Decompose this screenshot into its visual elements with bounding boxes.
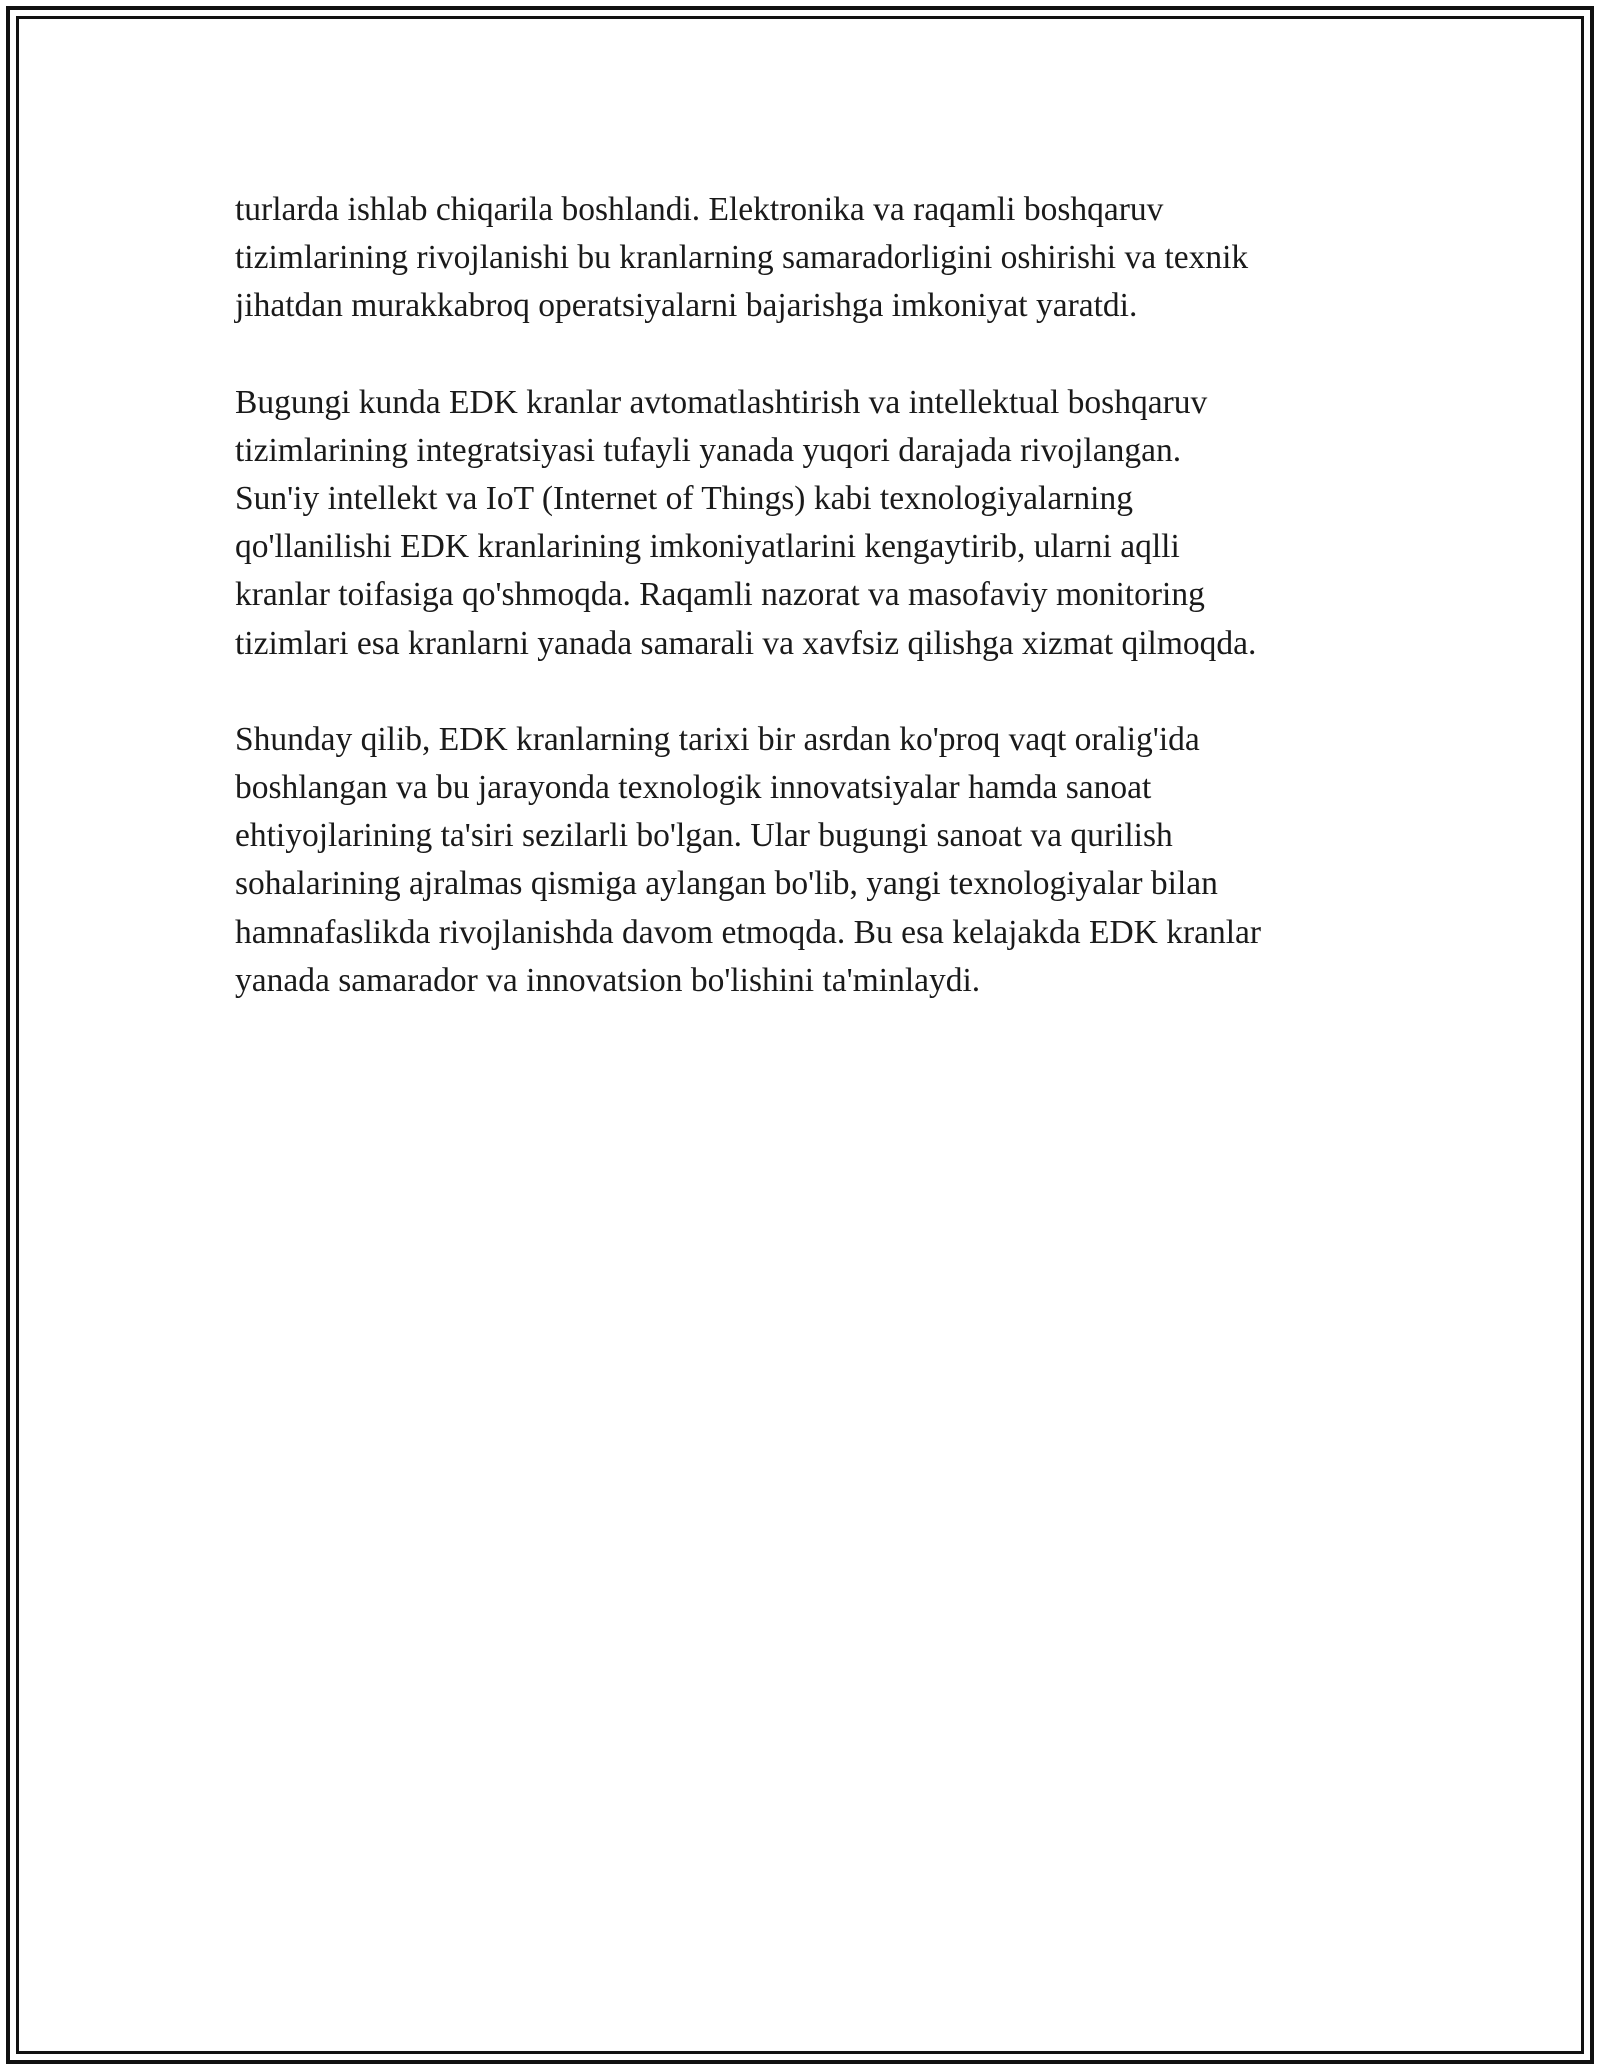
paragraph-2 bbox=[235, 379, 1385, 668]
text-line: yanada samarador va innovatsion bo'lishini ta'minlaydi. bbox=[235, 961, 981, 999]
text-line: sohalarining ajralmas qismiga aylangan bo'lib, yangi texnologiyalar bilan bbox=[235, 865, 1218, 903]
text-line: Bugungi kunda EDK kranlar avtomatlashtirish va intellektual boshqaruv bbox=[235, 383, 1208, 421]
text-line: jihatdan murakkabroq operatsiyalarni bajarishga imkoniyat yaratdi. bbox=[235, 287, 1138, 325]
text-line: Shunday qilib, EDK kranlarning tarixi bir asrdan ko'proq vaqt oralig'ida bbox=[235, 720, 1200, 758]
text-line: tizimlarining integratsiyasi tufayli yanada yuqori darajada rivojlangan. bbox=[235, 431, 1182, 469]
paragraph-3 bbox=[235, 716, 1385, 1005]
text-line: Sun'iy intellekt va IoT (Internet of Things) kabi texnologiyalarning bbox=[235, 480, 1133, 518]
text-line: kranlar toifasiga qo'shmoqda. Raqamli nazorat va masofaviy monitoring bbox=[235, 576, 1205, 614]
document-body bbox=[235, 186, 1385, 1053]
text-line: tizimlarining rivojlanishi bu kranlarning samaradorligini oshirishi va texnik bbox=[235, 239, 1249, 277]
text-line: hamnafaslikda rivojlanishda davom etmoqda. Bu esa kelajakda EDK kranlar bbox=[235, 913, 1262, 951]
paragraph-1 bbox=[235, 186, 1385, 331]
text-line: turlarda ishlab chiqarila boshlandi. Elektronika va raqamli boshqaruv bbox=[235, 191, 1164, 228]
text-line: tizimlari esa kranlarni yanada samarali va xavfsiz qilishga xizmat qilmoqda. bbox=[235, 624, 1257, 662]
text-line: ehtiyojlarining ta'siri sezilarli bo'lgan. Ular bugungi sanoat va qurilish bbox=[235, 817, 1173, 855]
text-line: boshlangan va bu jarayonda texnologik innovatsiyalar hamda sanoat bbox=[235, 769, 1152, 807]
text-line: qo'llanilishi EDK kranlarining imkoniyatlarini kengaytirib, ularni aqlli bbox=[235, 528, 1180, 566]
